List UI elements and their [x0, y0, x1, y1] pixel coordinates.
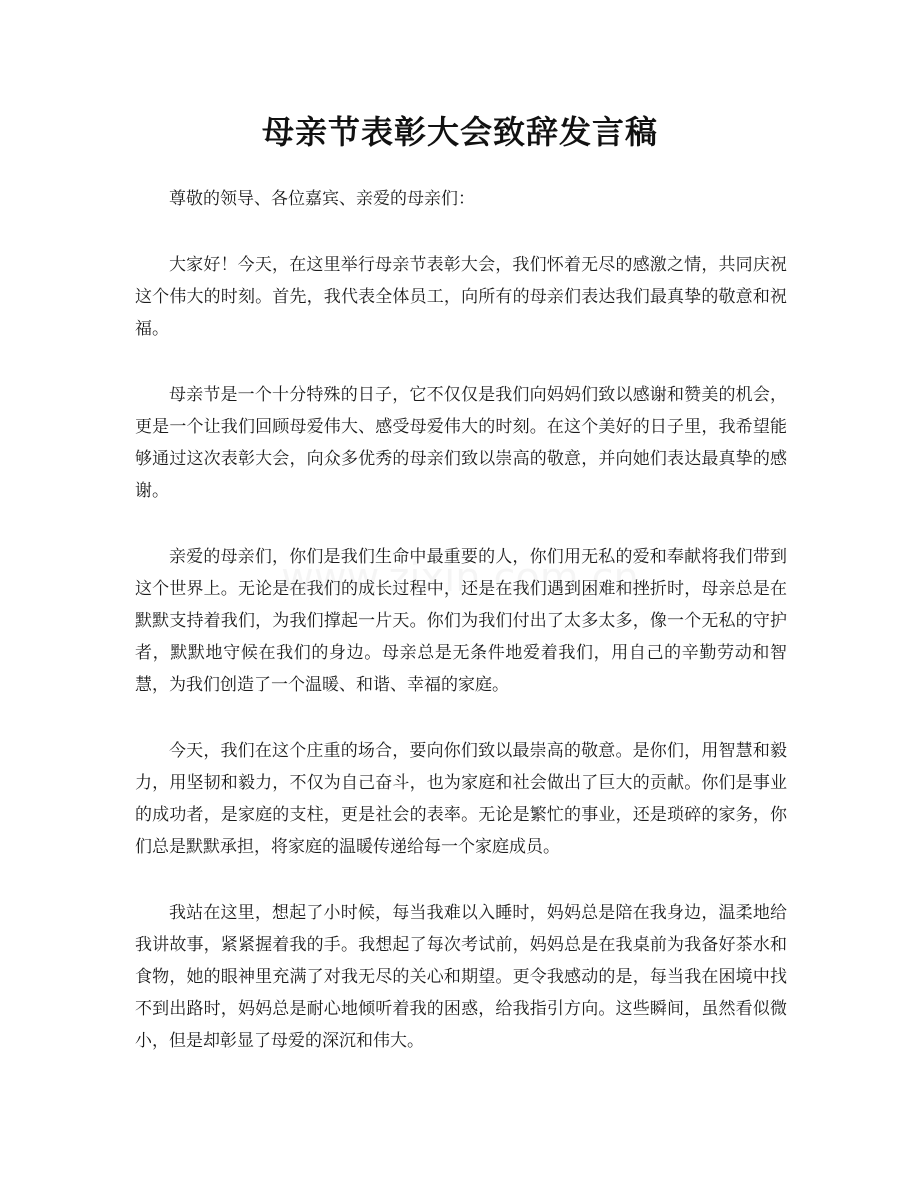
paragraph-2: 母亲节是一个十分特殊的日子，它不仅仅是我们向妈妈们致以感谢和赞美的机会，更是一个让我们回顾母爱伟大、感受母爱伟大的时刻。在这个美好的日子里，我希望能够通过这次表彰大会，向众多优秀的母亲们致以崇高的敬意，并向她们表达最真挚的感谢。: [135, 385, 787, 501]
salutation: 尊敬的领导、各位嘉宾、亲爱的母亲们：: [169, 189, 475, 209]
paragraph-1: 大家好！今天，在这里举行母亲节表彰大会，我们怀着无尽的感激之情，共同庆祝这个伟大的时刻。首先，我代表全体员工，向所有的母亲们表达我们最真挚的敬意和祝福。: [135, 255, 787, 339]
paragraph-5: 我站在这里，想起了小时候，每当我难以入睡时，妈妈总是陪在我身边，温柔地给我讲故事，紧紧握着我的手。我想起了每次考试前，妈妈总是在我桌前为我备好茶水和食物，她的眼神里充满了对我无尽的关心和期望。更令我感动的是，每当我在困境中找不到出路时，妈妈总是耐心地倾听着我的困惑，给我指引方向。这些瞬间，虽然看似微小，但是却彰显了母爱的深沉和伟大。: [135, 903, 787, 1051]
document-title: 母亲节表彰大会致辞发言稿: [261, 113, 658, 151]
paragraph-4: 今天，我们在这个庄重的场合，要向你们致以最崇高的敬意。是你们，用智慧和毅力，用坚韧和毅力，不仅为自己奋斗，也为家庭和社会做出了巨大的贡献。你们是事业的成功者，是家庭的支柱，更是社会的表率。无论是繁忙的事业，还是琐碎的家务，你们总是默默承担，将家庭的温暖传递给每一个家庭成员。: [135, 741, 787, 857]
document-body: [135, 183, 787, 1091]
paragraph-3: 亲爱的母亲们，你们是我们生命中最重要的人，你们用无私的爱和奉献将我们带到这个世界上。无论是在我们的成长过程中，还是在我们遇到困难和挫折时，母亲总是在默默支持着我们，为我们撑起一片天。你们为我们付出了太多太多，像一个无私的守护者，默默地守候在我们的身边。母亲总是无条件地爱着我们，用自己的辛勤劳动和智慧，为我们创造了一个温暖、和谐、幸福的家庭。: [135, 547, 787, 695]
